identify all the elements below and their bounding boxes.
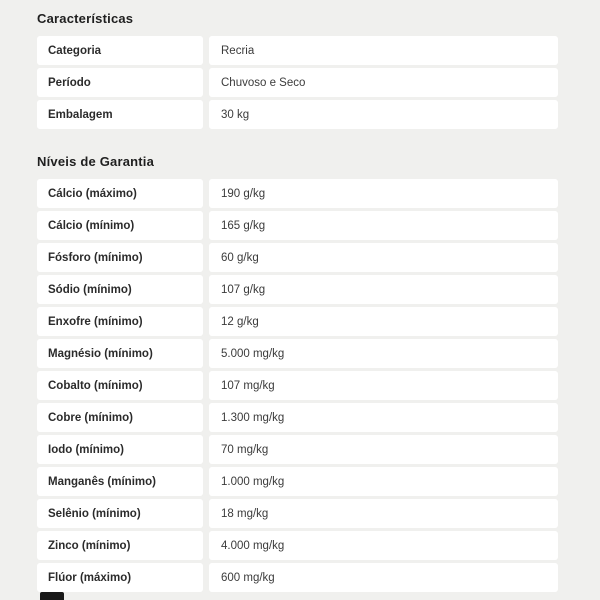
table-row bbox=[37, 243, 558, 272]
table-row bbox=[37, 531, 558, 560]
spec-value: 600 mg/kg bbox=[209, 563, 558, 592]
table-row bbox=[37, 339, 558, 368]
partial-button-bottom[interactable] bbox=[40, 592, 64, 600]
spec-label: Cobalto (mínimo) bbox=[37, 371, 203, 400]
spec-value: 165 g/kg bbox=[209, 211, 558, 240]
spec-label: Período bbox=[37, 68, 203, 97]
table-row bbox=[37, 100, 558, 129]
spec-value: 4.000 mg/kg bbox=[209, 531, 558, 560]
niveis-garantia-table bbox=[37, 179, 558, 592]
spec-value: 107 g/kg bbox=[209, 275, 558, 304]
spec-value: 30 kg bbox=[209, 100, 558, 129]
spec-value: 12 g/kg bbox=[209, 307, 558, 336]
table-row bbox=[37, 371, 558, 400]
spec-label: Cálcio (mínimo) bbox=[37, 211, 203, 240]
table-row bbox=[37, 211, 558, 240]
spec-label: Cobre (mínimo) bbox=[37, 403, 203, 432]
spec-label: Fósforo (mínimo) bbox=[37, 243, 203, 272]
table-row bbox=[37, 467, 558, 496]
table-row bbox=[37, 499, 558, 528]
niveis-garantia-title: Níveis de Garantia bbox=[37, 154, 155, 169]
spec-value: 70 mg/kg bbox=[209, 435, 558, 464]
table-row bbox=[37, 563, 558, 592]
spec-label: Flúor (máximo) bbox=[37, 563, 203, 592]
spec-value: 190 g/kg bbox=[209, 179, 558, 208]
spec-label: Manganês (mínimo) bbox=[37, 467, 203, 496]
table-row bbox=[37, 36, 558, 65]
spec-value: 18 mg/kg bbox=[209, 499, 558, 528]
spec-value: 60 g/kg bbox=[209, 243, 558, 272]
table-row bbox=[37, 435, 558, 464]
spec-value: 1.300 mg/kg bbox=[209, 403, 558, 432]
caracteristicas-title: Características bbox=[37, 11, 134, 26]
spec-label: Sódio (mínimo) bbox=[37, 275, 203, 304]
spec-value: 1.000 mg/kg bbox=[209, 467, 558, 496]
spec-label: Selênio (mínimo) bbox=[37, 499, 203, 528]
spec-value: Recria bbox=[209, 36, 558, 65]
spec-label: Iodo (mínimo) bbox=[37, 435, 203, 464]
section-caracteristicas bbox=[37, 11, 558, 129]
table-row bbox=[37, 179, 558, 208]
table-row bbox=[37, 68, 558, 97]
spec-value: 107 mg/kg bbox=[209, 371, 558, 400]
spec-label: Cálcio (máximo) bbox=[37, 179, 203, 208]
spec-value: Chuvoso e Seco bbox=[209, 68, 558, 97]
section-niveis-de-garantia bbox=[37, 154, 558, 592]
spec-label: Enxofre (mínimo) bbox=[37, 307, 203, 336]
spec-label: Categoria bbox=[37, 36, 203, 65]
table-row bbox=[37, 307, 558, 336]
spec-value: 5.000 mg/kg bbox=[209, 339, 558, 368]
spec-label: Zinco (mínimo) bbox=[37, 531, 203, 560]
table-row bbox=[37, 403, 558, 432]
spec-label: Magnésio (mínimo) bbox=[37, 339, 203, 368]
table-row bbox=[37, 275, 558, 304]
spec-label: Embalagem bbox=[37, 100, 203, 129]
caracteristicas-table bbox=[37, 36, 558, 129]
